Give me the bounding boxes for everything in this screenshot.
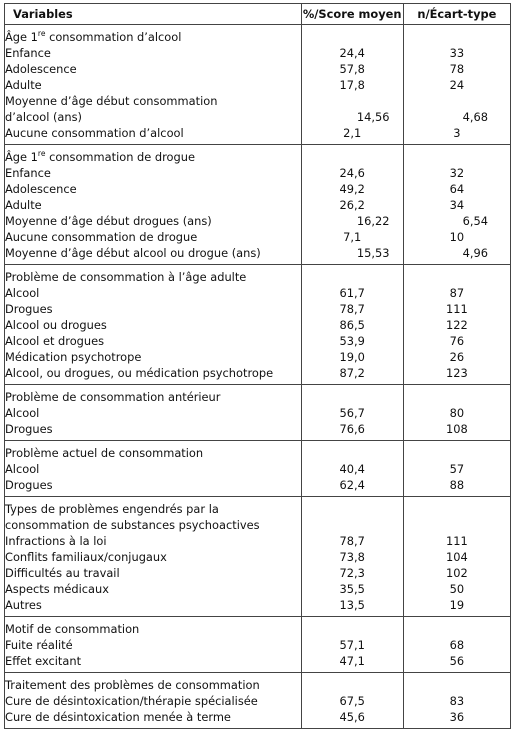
row-n xyxy=(403,653,510,673)
row-label-text: Infractions à la loi xyxy=(5,534,107,548)
table-row xyxy=(5,45,511,61)
row-label-text: Difficultés au travail xyxy=(5,566,120,580)
section-title-row xyxy=(5,497,511,518)
row-n-value: 4,96 xyxy=(462,246,488,260)
row-n xyxy=(403,229,510,245)
row-label-text: Moyenne d’âge début drogues (ans) xyxy=(5,214,212,228)
empty-cell xyxy=(301,617,403,638)
empty-cell xyxy=(403,93,510,109)
section-title-superscript: re xyxy=(37,29,46,39)
table-row xyxy=(5,461,511,477)
table-row xyxy=(5,565,511,581)
row-n-value: 123 xyxy=(446,366,468,380)
section-title-row xyxy=(5,441,511,462)
row-label xyxy=(5,285,302,301)
row-n-value: 102 xyxy=(446,566,468,580)
row-score xyxy=(301,421,403,441)
row-label-text: Médication psychotrope xyxy=(5,350,142,364)
row-score-value: 26,2 xyxy=(339,198,365,212)
row-score-value: 57,1 xyxy=(339,638,365,652)
row-label xyxy=(5,461,302,477)
empty-cell xyxy=(403,385,510,406)
row-label xyxy=(5,109,302,125)
row-label-text: Drogues xyxy=(5,478,53,492)
section-title-row xyxy=(5,517,511,533)
section-title xyxy=(5,385,302,406)
row-n-value: 104 xyxy=(446,550,468,564)
row-n xyxy=(403,693,510,709)
row-score-value: 78,7 xyxy=(339,534,365,548)
section-title-row xyxy=(5,385,511,406)
section-title-rest: consommation d’alcool xyxy=(45,30,182,44)
row-label xyxy=(5,317,302,333)
row-label xyxy=(5,421,302,441)
row-score xyxy=(301,301,403,317)
row-label xyxy=(5,213,302,229)
section-title xyxy=(5,145,302,166)
section-title-row xyxy=(5,25,511,46)
row-score xyxy=(301,565,403,581)
row-label-text: Aspects médicaux xyxy=(5,582,109,596)
row-label xyxy=(5,597,302,617)
row-label-text: Moyenne d’âge début alcool ou drogue (ans) xyxy=(5,246,261,260)
row-label xyxy=(5,693,302,709)
row-label xyxy=(5,197,302,213)
row-n xyxy=(403,709,510,729)
row-n xyxy=(403,181,510,197)
row-score xyxy=(301,125,403,145)
row-label-text: Alcool xyxy=(5,462,40,476)
row-n-value: 78 xyxy=(449,62,465,76)
section-title-row xyxy=(5,673,511,694)
section-title-row xyxy=(5,617,511,638)
table-row xyxy=(5,477,511,497)
row-label xyxy=(5,165,302,181)
row-n xyxy=(403,405,510,421)
table-row xyxy=(5,349,511,365)
row-label-text: Conflits familiaux/conjugaux xyxy=(5,550,167,564)
row-n-value: 36 xyxy=(449,710,465,724)
row-label-text: Drogues xyxy=(5,302,53,316)
row-label-text: Adolescence xyxy=(5,62,77,76)
row-n-value: 80 xyxy=(449,406,465,420)
table-row xyxy=(5,693,511,709)
row-label-text: Moyenne d’âge début consommation xyxy=(5,94,218,108)
empty-cell xyxy=(301,93,403,109)
row-label xyxy=(5,77,302,93)
row-label xyxy=(5,653,302,673)
row-n xyxy=(403,637,510,653)
table-row xyxy=(5,597,511,617)
empty-cell xyxy=(301,441,403,462)
row-score-value: 87,2 xyxy=(339,366,365,380)
row-label-text: Autres xyxy=(5,598,42,612)
row-score xyxy=(301,45,403,61)
row-score-value: 14,56 xyxy=(356,110,390,124)
row-label-text: Enfance xyxy=(5,166,51,180)
empty-cell xyxy=(301,517,403,533)
row-score-value: 76,6 xyxy=(339,422,365,436)
row-score xyxy=(301,165,403,181)
section-title-rest: consommation de drogue xyxy=(45,150,195,164)
row-score-value: 53,9 xyxy=(339,334,365,348)
empty-cell xyxy=(403,617,510,638)
row-n-value: 76 xyxy=(449,334,465,348)
row-score xyxy=(301,365,403,385)
header-score: %/Score moyen xyxy=(301,4,403,25)
table-row xyxy=(5,125,511,145)
row-n xyxy=(403,77,510,93)
empty-cell xyxy=(403,673,510,694)
row-label-text: Cure de désintoxication menée à terme xyxy=(5,710,231,724)
row-n-value: 10 xyxy=(449,230,465,244)
section-title xyxy=(5,441,302,462)
row-label xyxy=(5,637,302,653)
row-n-value: 34 xyxy=(449,198,465,212)
empty-cell xyxy=(403,517,510,533)
row-n-value: 19 xyxy=(449,598,465,612)
row-label xyxy=(5,549,302,565)
row-label-text: d’alcool (ans) xyxy=(5,110,83,124)
row-score xyxy=(301,245,403,265)
row-score-value: 78,7 xyxy=(339,302,365,316)
row-label-text: Enfance xyxy=(5,46,51,60)
row-score xyxy=(301,229,403,245)
table-row xyxy=(5,333,511,349)
row-score-value: 56,7 xyxy=(339,406,365,420)
section-title xyxy=(5,25,302,46)
row-n-value: 56 xyxy=(449,654,465,668)
row-score-value: 72,3 xyxy=(339,566,365,580)
header-variables: Variables xyxy=(5,4,302,25)
row-n xyxy=(403,565,510,581)
row-label xyxy=(5,61,302,77)
row-label xyxy=(5,245,302,265)
section-title-text: Traitement des problèmes de consommation xyxy=(5,678,260,692)
row-n xyxy=(403,597,510,617)
table-row xyxy=(5,181,511,197)
row-score-value: 13,5 xyxy=(339,598,365,612)
empty-cell xyxy=(301,673,403,694)
row-n xyxy=(403,301,510,317)
row-score xyxy=(301,693,403,709)
row-label-text: Aucune consommation de drogue xyxy=(5,230,198,244)
row-score xyxy=(301,461,403,477)
row-n xyxy=(403,461,510,477)
row-n xyxy=(403,125,510,145)
row-score-value: 47,1 xyxy=(339,654,365,668)
section-title-text: consommation de substances psychoactives xyxy=(5,518,260,532)
row-n-value: 33 xyxy=(449,46,465,60)
row-n xyxy=(403,581,510,597)
table-row xyxy=(5,213,511,229)
row-score xyxy=(301,709,403,729)
row-score xyxy=(301,213,403,229)
table-row xyxy=(5,365,511,385)
empty-cell xyxy=(301,25,403,46)
section-title-line2 xyxy=(5,517,302,533)
row-label xyxy=(5,365,302,385)
row-label-text: Cure de désintoxication/thérapie spécialisée xyxy=(5,694,258,708)
row-score xyxy=(301,317,403,333)
section-title xyxy=(5,265,302,286)
row-n xyxy=(403,349,510,365)
section-title-row xyxy=(5,265,511,286)
table-row xyxy=(5,637,511,653)
row-n-value: 68 xyxy=(449,638,465,652)
row-n xyxy=(403,165,510,181)
row-label-text: Alcool xyxy=(5,406,40,420)
row-label xyxy=(5,477,302,497)
row-n xyxy=(403,549,510,565)
row-score-value: 86,5 xyxy=(339,318,365,332)
row-n-value: 3 xyxy=(453,126,461,140)
table-row xyxy=(5,549,511,565)
table-row xyxy=(5,405,511,421)
row-label xyxy=(5,229,302,245)
section-title-text: Âge 1 xyxy=(5,150,38,164)
row-score-value: 62,4 xyxy=(339,478,365,492)
row-score xyxy=(301,333,403,349)
row-score-value: 73,8 xyxy=(339,550,365,564)
row-label-text: Adulte xyxy=(5,198,42,212)
section-title xyxy=(5,497,302,518)
row-n-value: 108 xyxy=(446,422,468,436)
row-n-value: 50 xyxy=(449,582,465,596)
table-row xyxy=(5,93,511,109)
row-n-value: 24 xyxy=(449,78,465,92)
empty-cell xyxy=(301,145,403,166)
row-score xyxy=(301,405,403,421)
table-row xyxy=(5,197,511,213)
row-score-value: 40,4 xyxy=(339,462,365,476)
section-title-text: Problème actuel de consommation xyxy=(5,446,204,460)
row-label-text: Alcool et drogues xyxy=(5,334,105,348)
row-n xyxy=(403,421,510,441)
row-label-text: Drogues xyxy=(5,422,53,436)
data-table xyxy=(4,3,511,729)
row-score-value: 49,2 xyxy=(339,182,365,196)
row-label xyxy=(5,93,302,109)
section-title xyxy=(5,617,302,638)
row-score-value: 17,8 xyxy=(339,78,365,92)
row-n-value: 87 xyxy=(449,286,465,300)
table-row xyxy=(5,165,511,181)
table-row xyxy=(5,285,511,301)
row-n-value: 26 xyxy=(449,350,465,364)
row-label xyxy=(5,581,302,597)
row-n-value: 4,68 xyxy=(462,110,488,124)
table-row xyxy=(5,317,511,333)
row-label xyxy=(5,125,302,145)
row-label xyxy=(5,533,302,549)
row-label xyxy=(5,181,302,197)
table-row xyxy=(5,653,511,673)
section-title-row xyxy=(5,145,511,166)
empty-cell xyxy=(301,265,403,286)
row-label xyxy=(5,45,302,61)
row-score xyxy=(301,477,403,497)
row-label xyxy=(5,333,302,349)
row-score xyxy=(301,653,403,673)
row-n-value: 64 xyxy=(449,182,465,196)
empty-cell xyxy=(301,497,403,518)
row-n-value: 111 xyxy=(446,302,468,316)
empty-cell xyxy=(403,265,510,286)
section-title-superscript: re xyxy=(37,149,46,159)
row-label-text: Fuite réalité xyxy=(5,638,73,652)
table-row xyxy=(5,245,511,265)
row-n-value: 111 xyxy=(446,534,468,548)
table-row xyxy=(5,109,511,125)
row-score-value: 16,22 xyxy=(356,214,390,228)
row-score xyxy=(301,597,403,617)
row-label-text: Aucune consommation d’alcool xyxy=(5,126,184,140)
section-title-text: Âge 1 xyxy=(5,30,38,44)
row-n-value: 57 xyxy=(449,462,465,476)
row-n-value: 6,54 xyxy=(462,214,488,228)
row-score-value: 15,53 xyxy=(356,246,390,260)
row-n xyxy=(403,61,510,77)
row-score-value: 61,7 xyxy=(339,286,365,300)
table-row xyxy=(5,301,511,317)
row-score xyxy=(301,533,403,549)
row-n xyxy=(403,477,510,497)
row-n xyxy=(403,285,510,301)
row-score-value: 7,1 xyxy=(343,230,362,244)
row-n xyxy=(403,109,510,125)
row-n xyxy=(403,213,510,229)
row-score-value: 57,8 xyxy=(339,62,365,76)
row-n-value: 88 xyxy=(449,478,465,492)
table-row xyxy=(5,581,511,597)
section-title-text: Problème de consommation antérieur xyxy=(5,390,221,404)
row-label xyxy=(5,301,302,317)
row-n xyxy=(403,245,510,265)
table-row xyxy=(5,229,511,245)
section-title-text: Motif de consommation xyxy=(5,622,140,636)
row-label-text: Alcool ou drogues xyxy=(5,318,107,332)
table-body xyxy=(5,25,511,729)
row-label xyxy=(5,405,302,421)
row-n-value: 32 xyxy=(449,166,465,180)
section-title-text: Problème de consommation à l’âge adulte xyxy=(5,270,247,284)
row-score xyxy=(301,285,403,301)
row-label-text: Alcool xyxy=(5,286,40,300)
table-row xyxy=(5,77,511,93)
row-score-value: 2,1 xyxy=(343,126,362,140)
row-score xyxy=(301,197,403,213)
row-score xyxy=(301,181,403,197)
empty-cell xyxy=(403,441,510,462)
row-n xyxy=(403,197,510,213)
row-score xyxy=(301,349,403,365)
empty-cell xyxy=(301,385,403,406)
row-label-text: Adulte xyxy=(5,78,42,92)
section-title xyxy=(5,673,302,694)
table-container xyxy=(4,3,511,729)
row-score xyxy=(301,581,403,597)
row-n xyxy=(403,533,510,549)
table-row xyxy=(5,709,511,729)
row-score xyxy=(301,77,403,93)
table-row xyxy=(5,421,511,441)
row-label-text: Alcool, ou drogues, ou médication psychotrope xyxy=(5,366,274,380)
row-n-value: 122 xyxy=(446,318,468,332)
row-label xyxy=(5,349,302,365)
header-n: n/Écart-type xyxy=(403,4,510,25)
row-score xyxy=(301,109,403,125)
empty-cell xyxy=(403,25,510,46)
row-label-text: Effet excitant xyxy=(5,654,82,668)
row-score xyxy=(301,61,403,77)
table-row xyxy=(5,61,511,77)
empty-cell xyxy=(403,497,510,518)
row-n xyxy=(403,317,510,333)
row-score xyxy=(301,637,403,653)
section-title-text: Types de problèmes engendrés par la xyxy=(5,502,219,516)
row-label-text: Adolescence xyxy=(5,182,77,196)
row-score-value: 19,0 xyxy=(339,350,365,364)
row-score-value: 24,4 xyxy=(339,46,365,60)
row-score-value: 45,6 xyxy=(339,710,365,724)
row-score xyxy=(301,549,403,565)
row-n xyxy=(403,45,510,61)
empty-cell xyxy=(403,145,510,166)
row-label xyxy=(5,565,302,581)
row-score-value: 24,6 xyxy=(339,166,365,180)
table-row xyxy=(5,533,511,549)
row-n xyxy=(403,333,510,349)
row-n-value: 83 xyxy=(449,694,465,708)
row-label xyxy=(5,709,302,729)
row-n xyxy=(403,365,510,385)
row-score-value: 35,5 xyxy=(339,582,365,596)
header-row xyxy=(5,4,511,25)
row-score-value: 67,5 xyxy=(339,694,365,708)
